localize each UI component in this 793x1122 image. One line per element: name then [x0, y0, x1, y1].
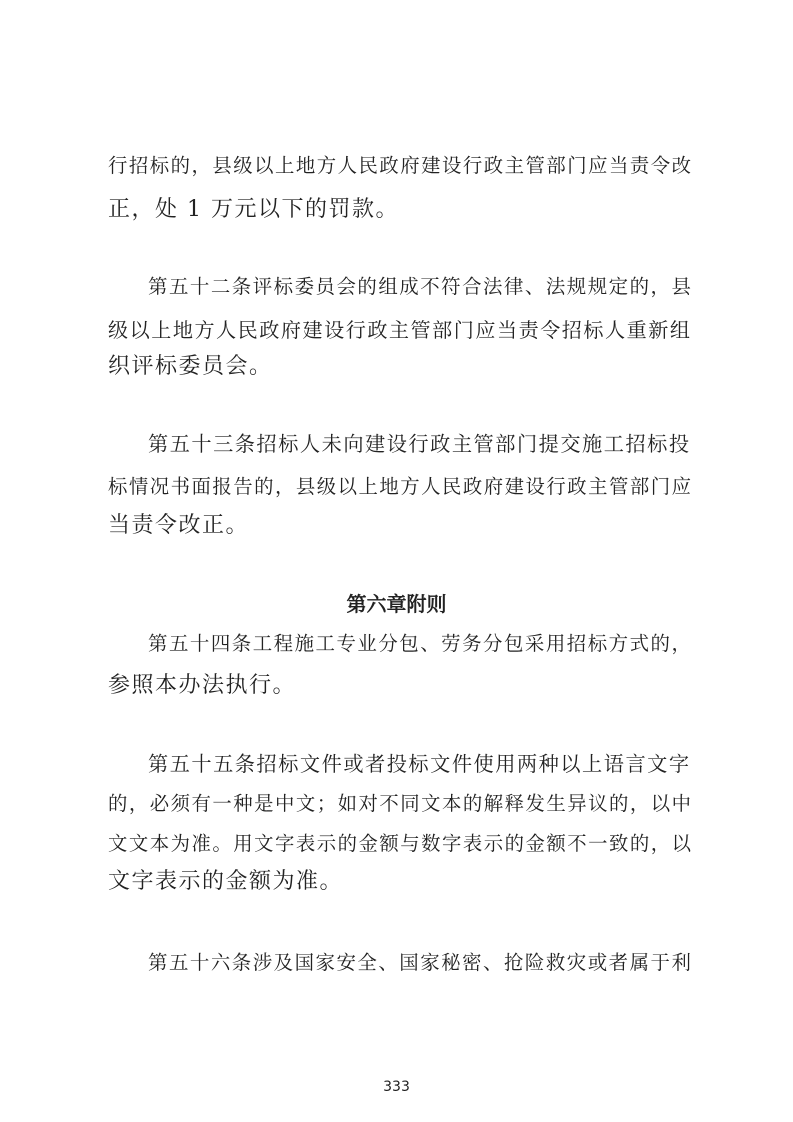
text-line-content: 第五十二条评标委员会的组成不符合法律、法规规定的，县: [148, 275, 693, 298]
text-line-content: 文文本为准。用文字表示的金额与数字表示的金额不一致的，以: [108, 832, 693, 855]
text-line-content: 的，必须有一种是中文；如对不同文本的解释发生异议的，以中: [108, 792, 693, 815]
text-line-content: 第五十四条工程施工专业分包、劳务分包采用招标方式的，: [148, 632, 693, 655]
text-line-content: 文字表示的金额为准。: [108, 869, 344, 894]
text-line-content: 第五十五条招标文件或者投标文件使用两种以上语言文字: [148, 752, 691, 776]
chapter-title: 第六章附则: [346, 592, 447, 616]
text-line-content: 级以上地方人民政府建设行政主管部门应当责令招标人重新组: [108, 318, 692, 342]
text-line-content: 织评标委员会。: [108, 354, 273, 379]
text-line-content: 第五十三条招标人未向建设行政主管部门提交施工招标投: [148, 432, 691, 456]
text-line-content: 行招标的，县级以上地方人民政府建设行政主管部门应当责令改: [108, 154, 693, 177]
text-line-content: 标情况书面报告的，县级以上地方人民政府建设行政主管部门应: [108, 475, 693, 498]
text-line-content: 参照本办法执行。: [108, 673, 297, 698]
text-line-content: 正，处 1 万元以下的罚款。: [108, 197, 399, 222]
text-line-content: 当责令改正。: [108, 513, 250, 538]
text-line-content: 第五十六条涉及国家安全、国家秘密、抢险救灾或者属于利: [148, 951, 693, 974]
page-number: 333: [383, 1079, 410, 1095]
